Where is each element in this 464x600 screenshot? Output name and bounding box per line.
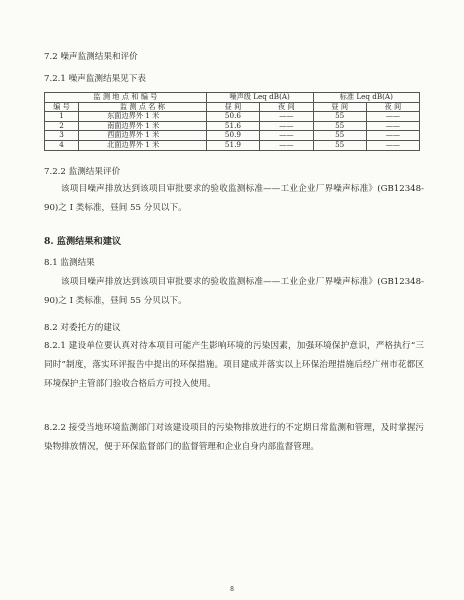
cell-number: 3 (45, 131, 79, 141)
table-header-row (45, 93, 420, 103)
paragraph-8-2-1: 8.2.1 建设单位要认真对待本项目可能产生影响环境的污染因素，加强环境保护意识，严格执行“三同时”制度，落实环评报告中提出的环保措施。项目建成并落实以上环保治理措施后经广州市花都区环境保护主管部门验收合格后方可投入使用。 (44, 341, 424, 389)
paragraph-7-2-2: 该项目噪声排放达到该项目审批要求的验收监测标准——工业企业厂界噪声标准》(GB12348-90)之 I 类标准，昼间 55 分贝以下。 (44, 184, 424, 213)
paragraph-8-2-2: 8.2.2 接受当地环境监测部门对该建设项目的污染物排放进行的不定期日常监测和管理，及时掌握污染物排放情况，便于环保监督部门的监督管理和企业自身内部监督管理。 (44, 423, 424, 452)
cell-night: —— (260, 140, 313, 150)
section-7-2-2-heading: 7.2.2 监测结果评价 (44, 167, 121, 177)
table-row (45, 140, 420, 150)
noise-results-table (44, 92, 420, 151)
cell-night: —— (260, 131, 313, 141)
subheader-number: 编 号 (45, 102, 79, 112)
page-number: 8 (230, 586, 234, 593)
cell-standard-day: 55 (313, 131, 366, 141)
cell-day: 50.9 (206, 131, 259, 141)
header-location: 监 测 地 点 和 编 号 (45, 93, 207, 103)
cell-night: —— (260, 112, 313, 122)
cell-point-name: 南面边界外 1 米 (79, 121, 207, 131)
section-8-2-heading: 8.2 对委托方的建议 (44, 323, 121, 333)
section-8-1-heading: 8.1 监测结果 (44, 258, 95, 268)
subheader-night: 夜 间 (260, 102, 313, 112)
subheader-standard-night: 夜 间 (366, 102, 419, 112)
cell-standard-night: —— (366, 121, 419, 131)
header-noise-level: 噪声级 Leq dB(A) (206, 93, 313, 103)
cell-day: 51.6 (206, 121, 259, 131)
cell-number: 1 (45, 112, 79, 122)
section-7-2-1-heading: 7.2.1 噪声监测结果见下表 (44, 74, 146, 84)
subheader-standard-day: 昼 间 (313, 102, 366, 112)
cell-standard-day: 55 (313, 121, 366, 131)
header-standard: 标准 Leq dB(A) (313, 93, 419, 103)
cell-standard-night: —— (366, 131, 419, 141)
cell-standard-night: —— (366, 140, 419, 150)
cell-number: 4 (45, 140, 79, 150)
cell-night: —— (260, 121, 313, 131)
cell-day: 50.6 (206, 112, 259, 122)
cell-number: 2 (45, 121, 79, 131)
section-7-2-heading: 7.2 噪声监测结果和评价 (44, 52, 138, 62)
paragraph-8-1: 该项目噪声排放达到该项目审批要求的验收监测标准——工业企业厂界噪声标准》(GB12348-90)之 I 类标准，昼间 55 分贝以下。 (44, 277, 424, 306)
section-8-heading: 8. 监测结果和建议 (44, 236, 122, 247)
cell-standard-day: 55 (313, 140, 366, 150)
cell-point-name: 北面边界外 1 米 (79, 140, 207, 150)
table-row (45, 112, 420, 122)
cell-day: 51.9 (206, 140, 259, 150)
cell-standard-day: 55 (313, 112, 366, 122)
subheader-day: 昼 间 (206, 102, 259, 112)
cell-point-name: 西面边界外 1 米 (79, 131, 207, 141)
subheader-point-name: 监 测 点 名 称 (79, 102, 207, 112)
cell-standard-night: —— (366, 112, 419, 122)
cell-point-name: 东面边界外 1 米 (79, 112, 207, 122)
